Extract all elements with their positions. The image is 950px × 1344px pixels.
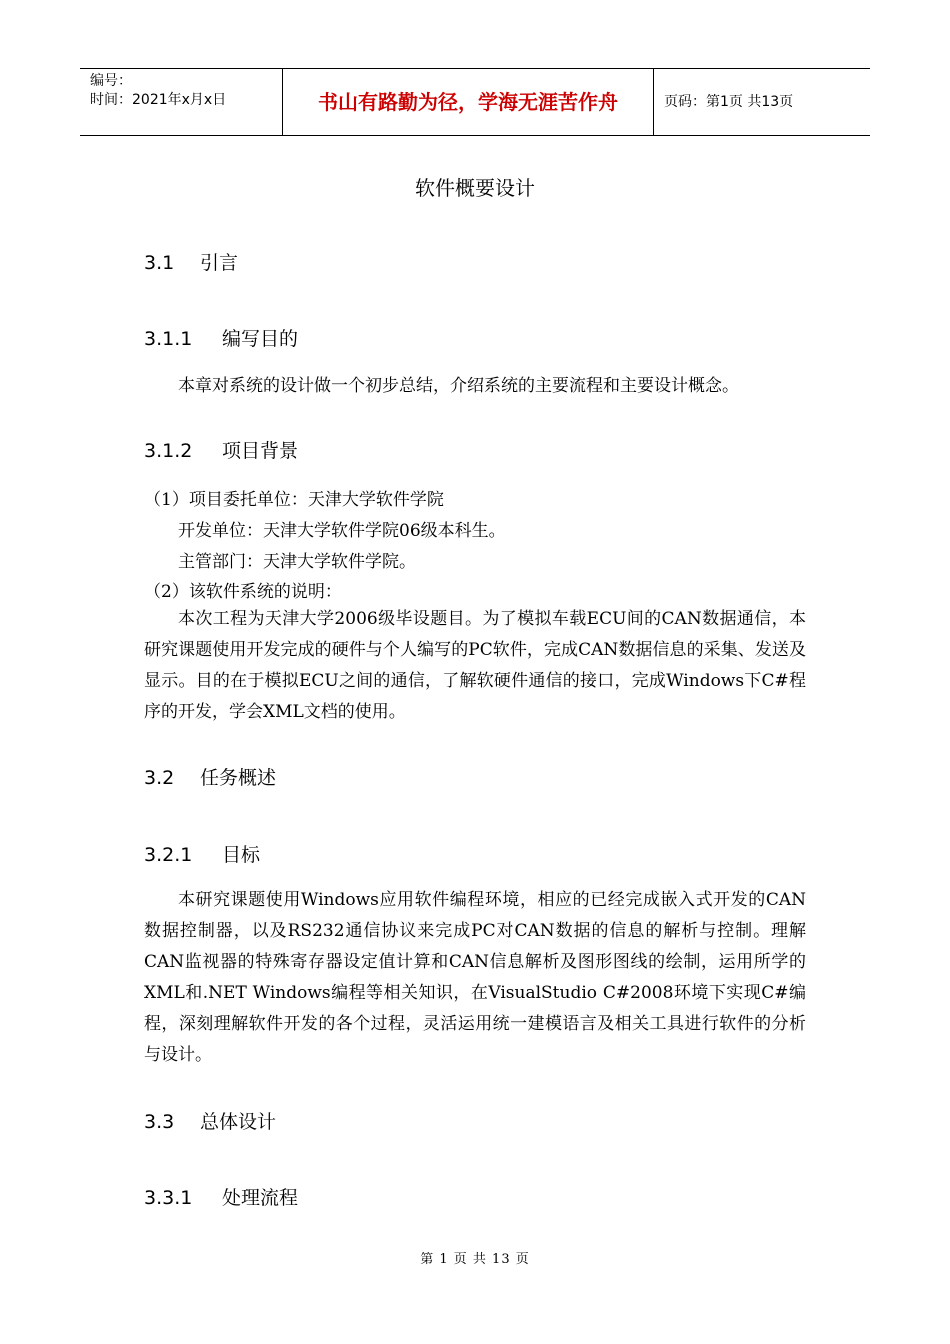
heading-3-3-1 xyxy=(144,1183,298,1210)
page-header xyxy=(80,68,870,136)
heading-number: 3.1.1 xyxy=(144,328,193,350)
heading-text: 处理流程 xyxy=(222,1187,299,1209)
heading-number: 3.2 xyxy=(144,767,175,789)
heading-text: 引言 xyxy=(200,252,239,274)
heading-text: 任务概述 xyxy=(200,767,277,789)
heading-number: 3.3 xyxy=(144,1111,175,1133)
paragraph-background: 本次工程为天津大学2006级毕设题目。为了模拟车载ECU间的CAN数据通信，本研究课题使用开发完成的硬件与个人编写的PC软件，完成CAN数据信息的采集、发送及显示。目的在于模拟ECU之间的通信，了解软硬件通信的接口，完成Windows下C#程序的开发，学会XML文档的使用。 xyxy=(144,609,806,722)
heading-3-1 xyxy=(144,248,238,275)
header-meta xyxy=(80,69,282,135)
heading-3-2-1 xyxy=(144,840,260,867)
header-motto: 书山有路勤为径，学海无涯苦作舟 xyxy=(282,69,654,135)
background-line-1: （1）项目委托单位：天津大学软件学院 xyxy=(144,490,444,510)
heading-number: 3.3.1 xyxy=(144,1187,193,1209)
heading-3-1-2 xyxy=(144,436,298,463)
heading-3-3 xyxy=(144,1107,276,1134)
background-line-2: 开发单位：天津大学软件学院06级本科生。 xyxy=(178,521,506,541)
background-line-4: （2）该软件系统的说明： xyxy=(144,582,342,602)
heading-3-2 xyxy=(144,763,276,790)
header-time-label: 时间：2021年x月x日 xyxy=(90,92,227,108)
heading-text: 编写目的 xyxy=(222,328,299,350)
header-page-info: 页码：第1页 共13页 xyxy=(664,94,794,110)
background-line-3: 主管部门：天津大学软件学院。 xyxy=(178,552,416,572)
document-title: 软件概要设计 xyxy=(415,176,535,200)
paragraph-purpose: 本章对系统的设计做一个初步总结，介绍系统的主要流程和主要设计概念。 xyxy=(178,376,739,396)
page-footer: 第 1 页 共 13 页 xyxy=(420,1252,530,1267)
heading-number: 3.2.1 xyxy=(144,844,193,866)
heading-text: 总体设计 xyxy=(200,1111,277,1133)
heading-text: 目标 xyxy=(222,844,261,866)
heading-text: 项目背景 xyxy=(222,440,299,462)
heading-number: 3.1.2 xyxy=(144,440,193,462)
heading-number: 3.1 xyxy=(144,252,175,274)
header-number-label: 编号： xyxy=(90,73,132,89)
paragraph-goal: 本研究课题使用Windows应用软件编程环境，相应的已经完成嵌入式开发的CAN数据控制器，以及RS232通信协议来完成PC对CAN数据的信息的解析与控制。理解CAN监视器的特殊寄存器设定值计算和CAN信息解析及图形图线的绘制，运用所学的XML和.NET Windows编程等相关知识，在VisualStudio C#2008环境下实现C#编程，深刻理解软件开发的各个过程，灵活运用统一建模语言及相关工具进行软件的分析与设计。 xyxy=(144,890,806,1065)
heading-3-1-1 xyxy=(144,324,298,351)
